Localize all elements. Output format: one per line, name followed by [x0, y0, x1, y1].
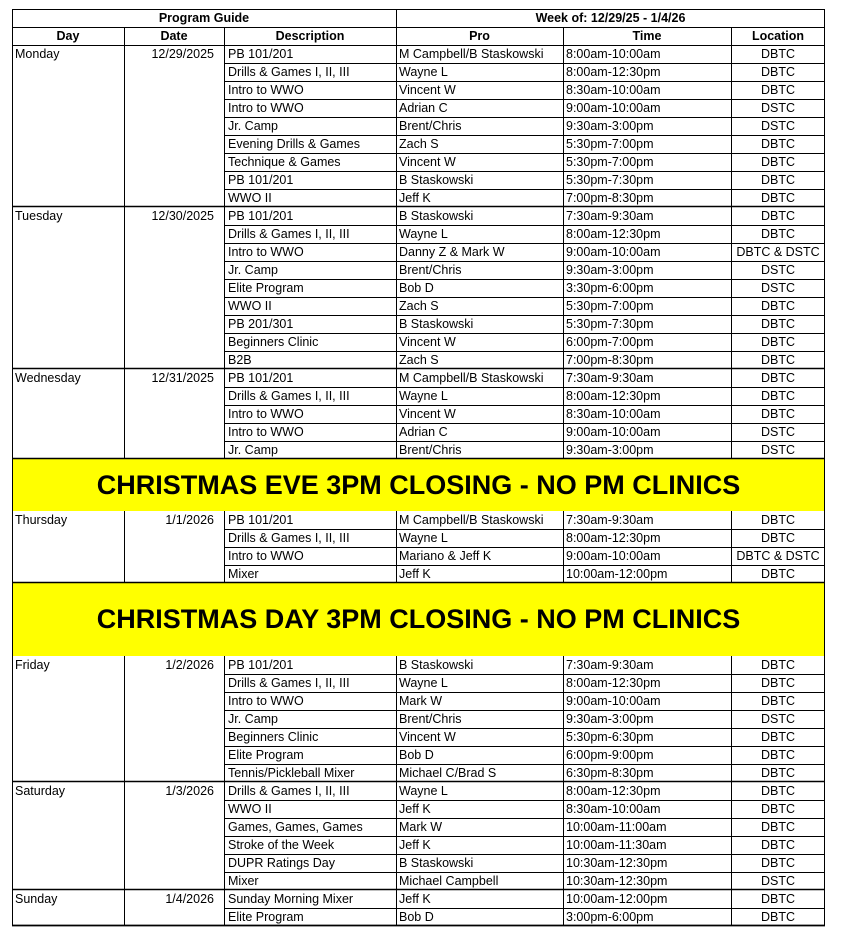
time-slot: 9:00am-10:00am — [566, 245, 661, 259]
time-slot: 8:30am-10:00am — [566, 802, 661, 816]
program-description: DUPR Ratings Day — [228, 856, 335, 870]
pro-name: Wayne L — [399, 676, 448, 690]
time-slot: 7:30am-9:30am — [566, 209, 654, 223]
location: DBTC — [760, 83, 796, 97]
table-row — [12, 908, 825, 926]
program-description: Jr. Camp — [228, 443, 279, 457]
column-header-row — [12, 27, 825, 45]
table-row — [12, 99, 825, 117]
pro-name: Bob D — [399, 281, 434, 295]
program-description: WWO II — [228, 802, 272, 816]
day-date: 12/30/2025 — [151, 209, 214, 223]
table-row — [12, 117, 825, 135]
col-header-location: Location — [751, 29, 805, 43]
table-row — [12, 800, 825, 818]
table-row — [12, 369, 825, 387]
pro-name: Vincent W — [399, 155, 456, 169]
time-slot: 9:00am-10:00am — [566, 425, 661, 439]
program-description: Jr. Camp — [228, 263, 279, 277]
day-date: 1/2/2026 — [165, 658, 214, 672]
program-description: Intro to WWO — [228, 83, 304, 97]
program-description: Drills & Games I, II, III — [228, 227, 350, 241]
pro-name: Wayne L — [399, 531, 448, 545]
program-description: B2B — [228, 353, 252, 367]
program-description: Intro to WWO — [228, 694, 304, 708]
pro-name: B Staskowski — [399, 856, 474, 870]
location: DBTC — [760, 531, 796, 545]
time-slot: 8:00am-10:00am — [566, 47, 661, 61]
col-header-date: Date — [160, 29, 188, 43]
time-slot: 3:00pm-6:00pm — [566, 910, 654, 924]
program-description: Intro to WWO — [228, 407, 304, 421]
program-description: PB 101/201 — [228, 209, 294, 223]
location: DBTC — [760, 389, 796, 403]
table-row — [12, 441, 825, 459]
program-description: PB 101/201 — [228, 658, 294, 672]
time-slot: 8:30am-10:00am — [566, 407, 661, 421]
time-slot: 5:30pm-7:00pm — [566, 155, 654, 169]
table-row — [12, 261, 825, 279]
day-name: Saturday — [15, 784, 66, 798]
program-description: Elite Program — [228, 910, 304, 924]
table-row — [12, 710, 825, 728]
col-header-pro: Pro — [469, 29, 490, 43]
program-description: PB 201/301 — [228, 317, 294, 331]
table-row — [12, 674, 825, 692]
time-slot: 10:00am-11:30am — [566, 838, 667, 852]
pro-name: Wayne L — [399, 389, 448, 403]
location: DBTC — [760, 371, 796, 385]
location: DBTC — [760, 766, 796, 780]
pro-name: Jeff K — [399, 191, 431, 205]
time-slot: 10:00am-12:00pm — [566, 892, 668, 906]
program-description: Beginners Clinic — [228, 730, 319, 744]
pro-name: Vincent W — [399, 335, 456, 349]
program-description: Mixer — [228, 874, 259, 888]
day-date: 1/4/2026 — [165, 892, 214, 906]
pro-name: Wayne L — [399, 65, 448, 79]
time-slot: 7:30am-9:30am — [566, 371, 654, 385]
day-name: Tuesday — [15, 209, 63, 223]
location: DSTC — [760, 119, 796, 133]
time-slot: 10:00am-12:00pm — [566, 567, 668, 581]
pro-name: B Staskowski — [399, 209, 474, 223]
pro-name: Zach S — [399, 353, 439, 367]
table-row — [12, 63, 825, 81]
time-slot: 9:00am-10:00am — [566, 694, 661, 708]
location: DBTC — [760, 856, 796, 870]
location: DBTC — [760, 910, 796, 924]
table-row — [12, 171, 825, 189]
location: DBTC — [760, 892, 796, 906]
pro-name: Brent/Chris — [399, 443, 462, 457]
location: DSTC — [760, 712, 796, 726]
pro-name: Adrian C — [399, 101, 448, 115]
day-name: Monday — [15, 47, 60, 61]
table-row — [12, 189, 825, 207]
location: DBTC — [760, 299, 796, 313]
program-description: Drills & Games I, II, III — [228, 531, 350, 545]
program-description: Technique & Games — [228, 155, 341, 169]
program-description: WWO II — [228, 191, 272, 205]
time-slot: 7:00pm-8:30pm — [566, 353, 654, 367]
pro-name: Adrian C — [399, 425, 448, 439]
pro-name: Mark W — [399, 694, 443, 708]
closing-banner: CHRISTMAS EVE 3PM CLOSING - NO PM CLINICS — [12, 459, 825, 511]
location: DSTC — [760, 443, 796, 457]
program-description: WWO II — [228, 299, 272, 313]
pro-name: M Campbell/B Staskowski — [399, 47, 544, 61]
time-slot: 5:30pm-7:30pm — [566, 173, 654, 187]
table-row — [12, 565, 825, 583]
time-slot: 8:00am-12:30pm — [566, 227, 661, 241]
time-slot: 7:00pm-8:30pm — [566, 191, 654, 205]
program-description: Intro to WWO — [228, 101, 304, 115]
table-row — [12, 692, 825, 710]
program-description: Evening Drills & Games — [228, 137, 360, 151]
location: DSTC — [760, 425, 796, 439]
time-slot: 8:00am-12:30pm — [566, 676, 661, 690]
location: DBTC — [760, 335, 796, 349]
program-description: Drills & Games I, II, III — [228, 676, 350, 690]
title-row — [12, 9, 825, 27]
time-slot: 10:00am-11:00am — [566, 820, 667, 834]
col-header-description: Description — [275, 29, 345, 43]
time-slot: 5:30pm-7:00pm — [566, 137, 654, 151]
location: DBTC — [760, 748, 796, 762]
program-guide-title: Program Guide — [158, 11, 250, 25]
pro-name: B Staskowski — [399, 173, 474, 187]
table-row — [12, 547, 825, 565]
location: DBTC — [760, 513, 796, 527]
location: DBTC & DSTC — [736, 549, 820, 563]
day-date: 12/29/2025 — [151, 47, 214, 61]
time-slot: 9:30am-3:00pm — [566, 712, 654, 726]
pro-name: Michael C/Brad S — [399, 766, 497, 780]
pro-name: Brent/Chris — [399, 119, 462, 133]
table-row — [12, 854, 825, 872]
location: DBTC — [760, 209, 796, 223]
pro-name: Brent/Chris — [399, 263, 462, 277]
col-header-time: Time — [632, 29, 662, 43]
program-description: Mixer — [228, 567, 259, 581]
location: DBTC — [760, 407, 796, 421]
program-description: PB 101/201 — [228, 47, 294, 61]
table-row — [12, 818, 825, 836]
location: DSTC — [760, 874, 796, 888]
pro-name: Bob D — [399, 910, 434, 924]
program-description: Intro to WWO — [228, 549, 304, 563]
col-header-day: Day — [56, 29, 80, 43]
program-description: PB 101/201 — [228, 371, 294, 385]
location: DBTC — [760, 658, 796, 672]
table-row — [12, 243, 825, 261]
program-description: Elite Program — [228, 748, 304, 762]
pro-name: Bob D — [399, 748, 434, 762]
time-slot: 6:30pm-8:30pm — [566, 766, 654, 780]
week-of-label: Week of: 12/29/25 - 1/4/26 — [535, 11, 686, 25]
time-slot: 9:30am-3:00pm — [566, 443, 654, 457]
table-row — [12, 890, 825, 908]
time-slot: 9:30am-3:00pm — [566, 263, 654, 277]
closing-banner: CHRISTMAS DAY 3PM CLOSING - NO PM CLINICS — [12, 583, 825, 656]
location: DBTC — [760, 65, 796, 79]
time-slot: 8:00am-12:30pm — [566, 531, 661, 545]
program-description: PB 101/201 — [228, 513, 294, 527]
program-description: Tennis/Pickleball Mixer — [228, 766, 355, 780]
pro-name: Wayne L — [399, 784, 448, 798]
location: DBTC — [760, 191, 796, 205]
pro-name: M Campbell/B Staskowski — [399, 371, 544, 385]
pro-name: Brent/Chris — [399, 712, 462, 726]
day-name: Sunday — [15, 892, 58, 906]
table-row — [12, 656, 825, 674]
table-row — [12, 529, 825, 547]
location: DSTC — [760, 281, 796, 295]
program-guide-sheet — [12, 9, 825, 926]
location: DSTC — [760, 101, 796, 115]
program-description: Sunday Morning Mixer — [228, 892, 354, 906]
time-slot: 10:30am-12:30pm — [566, 874, 668, 888]
program-description: Elite Program — [228, 281, 304, 295]
day-date: 1/3/2026 — [165, 784, 214, 798]
time-slot: 8:00am-12:30pm — [566, 784, 661, 798]
time-slot: 8:00am-12:30pm — [566, 389, 661, 403]
location: DSTC — [760, 263, 796, 277]
location: DBTC — [760, 838, 796, 852]
time-slot: 8:30am-10:00am — [566, 83, 661, 97]
table-row — [12, 207, 825, 225]
table-row — [12, 836, 825, 854]
time-slot: 6:00pm-9:00pm — [566, 748, 654, 762]
program-description: Games, Games, Games — [228, 820, 363, 834]
location: DBTC — [760, 567, 796, 581]
pro-name: Vincent W — [399, 730, 456, 744]
location: DBTC — [760, 820, 796, 834]
table-row — [12, 405, 825, 423]
time-slot: 7:30am-9:30am — [566, 513, 654, 527]
table-row — [12, 728, 825, 746]
pro-name: Mariano & Jeff K — [399, 549, 492, 563]
pro-name: B Staskowski — [399, 317, 474, 331]
table-row — [12, 45, 825, 63]
program-description: Intro to WWO — [228, 425, 304, 439]
program-description: Drills & Games I, II, III — [228, 65, 350, 79]
table-row — [12, 423, 825, 441]
table-row — [12, 153, 825, 171]
program-description: Stroke of the Week — [228, 838, 335, 852]
program-description: Beginners Clinic — [228, 335, 319, 349]
table-row — [12, 225, 825, 243]
pro-name: Jeff K — [399, 838, 431, 852]
location: DBTC — [760, 802, 796, 816]
time-slot: 6:00pm-7:00pm — [566, 335, 654, 349]
table-row — [12, 746, 825, 764]
pro-name: Zach S — [399, 137, 439, 151]
location: DBTC — [760, 227, 796, 241]
day-name: Friday — [15, 658, 50, 672]
location: DBTC — [760, 676, 796, 690]
table-row — [12, 297, 825, 315]
location: DBTC — [760, 784, 796, 798]
table-row — [12, 511, 825, 529]
day-date: 1/1/2026 — [165, 513, 214, 527]
time-slot: 9:00am-10:00am — [566, 101, 661, 115]
day-date: 12/31/2025 — [151, 371, 214, 385]
location: DBTC — [760, 730, 796, 744]
program-description: Jr. Camp — [228, 119, 279, 133]
pro-name: Zach S — [399, 299, 439, 313]
time-slot: 9:30am-3:00pm — [566, 119, 654, 133]
location: DBTC — [760, 317, 796, 331]
pro-name: Vincent W — [399, 407, 456, 421]
day-name: Wednesday — [15, 371, 81, 385]
program-description: Intro to WWO — [228, 245, 304, 259]
pro-name: Wayne L — [399, 227, 448, 241]
time-slot: 10:30am-12:30pm — [566, 856, 668, 870]
table-row — [12, 764, 825, 782]
time-slot: 8:00am-12:30pm — [566, 65, 661, 79]
pro-name: Jeff K — [399, 802, 431, 816]
pro-name: B Staskowski — [399, 658, 474, 672]
table-row — [12, 351, 825, 369]
time-slot: 9:00am-10:00am — [566, 549, 661, 563]
location: DBTC — [760, 173, 796, 187]
program-description: PB 101/201 — [228, 173, 294, 187]
time-slot: 5:30pm-6:30pm — [566, 730, 654, 744]
time-slot: 5:30pm-7:30pm — [566, 317, 654, 331]
table-row — [12, 135, 825, 153]
table-row — [12, 333, 825, 351]
program-description: Drills & Games I, II, III — [228, 784, 350, 798]
pro-name: Mark W — [399, 820, 443, 834]
schedule-body — [12, 45, 825, 926]
table-row — [12, 81, 825, 99]
program-description: Drills & Games I, II, III — [228, 389, 350, 403]
location: DBTC — [760, 137, 796, 151]
location: DBTC & DSTC — [736, 245, 820, 259]
time-slot: 3:30pm-6:00pm — [566, 281, 654, 295]
table-row — [12, 872, 825, 890]
pro-name: M Campbell/B Staskowski — [399, 513, 544, 527]
table-row — [12, 315, 825, 333]
time-slot: 5:30pm-7:00pm — [566, 299, 654, 313]
table-row — [12, 782, 825, 800]
table-row — [12, 279, 825, 297]
pro-name: Danny Z & Mark W — [399, 245, 505, 259]
time-slot: 7:30am-9:30am — [566, 658, 654, 672]
location: DBTC — [760, 353, 796, 367]
table-row — [12, 387, 825, 405]
pro-name: Jeff K — [399, 567, 431, 581]
location: DBTC — [760, 47, 796, 61]
location: DBTC — [760, 155, 796, 169]
pro-name: Vincent W — [399, 83, 456, 97]
location: DBTC — [760, 694, 796, 708]
pro-name: Michael Campbell — [399, 874, 499, 888]
program-description: Jr. Camp — [228, 712, 279, 726]
day-name: Thursday — [15, 513, 68, 527]
pro-name: Jeff K — [399, 892, 431, 906]
